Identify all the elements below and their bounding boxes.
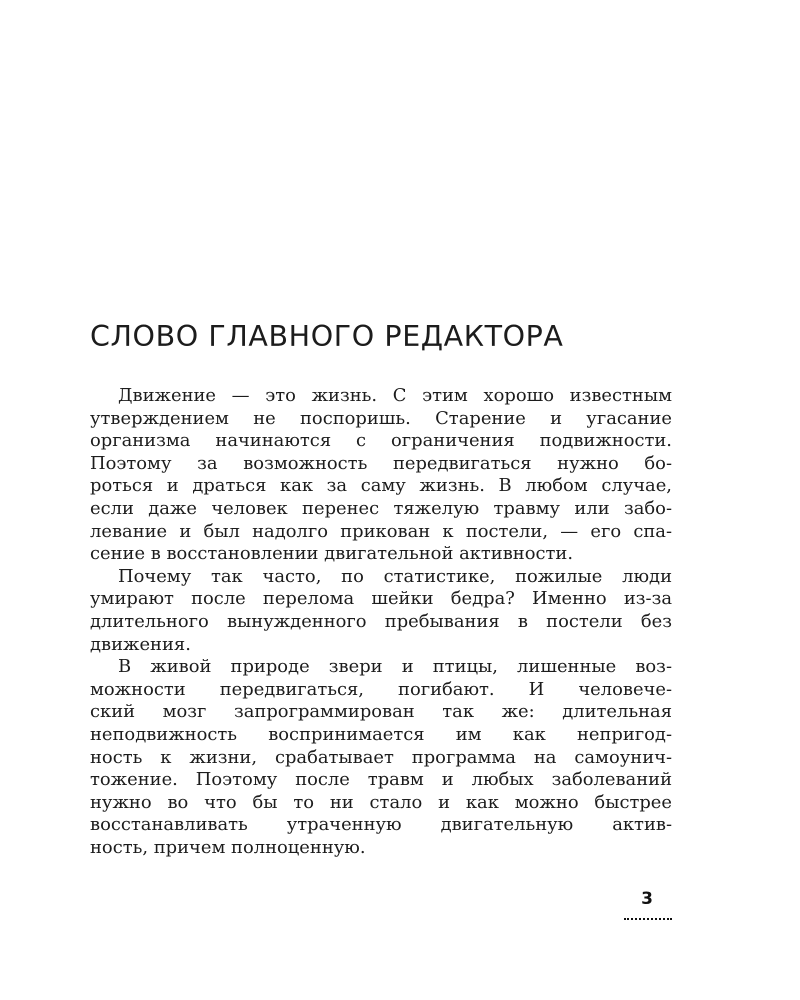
paragraph xyxy=(90,566,672,656)
chapter-heading: СЛОВО ГЛАВНОГО РЕДАКТОРА xyxy=(90,320,564,353)
paragraph xyxy=(90,656,672,859)
text-line: длительного вынужденного пребывания в постели без xyxy=(90,610,672,632)
text-line: Поэтому за возможность передвигаться нужно бо- xyxy=(90,452,672,474)
paragraph xyxy=(90,385,672,566)
text-line: ский мозг запрограммирован так же: длительная xyxy=(90,701,672,723)
text-line: Движение — это жизнь. С этим хорошо известным xyxy=(118,385,672,406)
page-number-dotted-rule xyxy=(624,918,672,920)
text-line: движения. xyxy=(90,633,191,655)
text-line: ность, причем полноценную. xyxy=(90,836,366,858)
text-line: утверждением не поспоришь. Старение и угасание xyxy=(90,407,672,429)
text-line: неподвижность воспринимается им как непригод- xyxy=(90,723,672,745)
text-line: В живой природе звери и птицы, лишенные воз- xyxy=(118,656,672,678)
text-line: организма начинаются с ограничения подвижности. xyxy=(90,430,672,452)
text-line: роться и драться как за саму жизнь. В любом случае, xyxy=(90,475,672,497)
text-line: сение в восстановлении двигательной активности. xyxy=(90,543,574,565)
text-line: умирают после перелома шейки бедра? Именно из-за xyxy=(90,588,672,610)
text-line: левание и был надолго прикован к постели, — его спа- xyxy=(90,520,672,542)
text-line: если даже человек перенес тяжелую травму или забо- xyxy=(90,497,672,519)
text-line: тожение. Поэтому после травм и любых заболеваний xyxy=(90,769,672,791)
text-line: можности передвигаться, погибают. И человече- xyxy=(90,678,672,700)
text-line: восстанавливать утраченную двигательную актив- xyxy=(90,814,672,836)
page-number: 3 xyxy=(641,889,653,909)
text-line: ность к жизни, срабатывает программа на самоунич- xyxy=(90,746,672,768)
body-text xyxy=(90,385,672,859)
text-line: нужно во что бы то ни стало и как можно быстрее xyxy=(90,791,672,813)
text-line: Почему так часто, по статистике, пожилые люди xyxy=(118,565,672,587)
